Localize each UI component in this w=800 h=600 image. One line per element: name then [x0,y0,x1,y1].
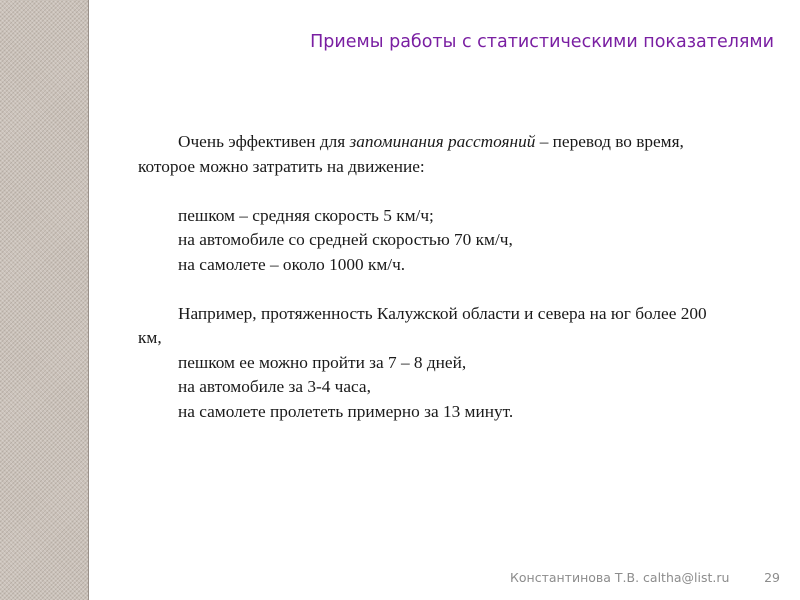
speed-item-walking: пешком – средняя скорость 5 км/ч; [178,205,434,225]
slide-body [138,130,713,424]
example-item-walking: пешком ее можно пройти за 7 – 8 дней, [178,352,467,372]
spacer [138,277,713,302]
speed-item-plane: на самолете – около 1000 км/ч. [178,254,406,274]
decorative-side-panel [0,0,88,600]
intro-text-before: Очень эффективен для [178,132,350,151]
example-paragraph: Например, протяженность Калужской области и севера на юг более 200 км, [138,303,707,347]
speed-item-car: на автомобиле со средней скоростью 70 км/ч, [178,230,513,249]
example-item-car: на автомобиле за 3-4 часа, [178,377,371,396]
intro-text-after: – перевод во время, которое можно затратить на движение: [138,132,684,176]
page-number: 29 [764,570,780,585]
side-panel-divider [88,0,89,600]
spacer [138,179,713,204]
intro-paragraph [138,130,713,179]
footer-author: Константинова Т.В. caltha@list.ru [510,570,730,585]
intro-emphasis: запоминания расстояний [349,132,536,151]
example-item-plane: на самолете пролететь примерно за 13 минут. [178,401,514,421]
slide-title: Приемы работы с статистическими показателями [310,32,774,52]
